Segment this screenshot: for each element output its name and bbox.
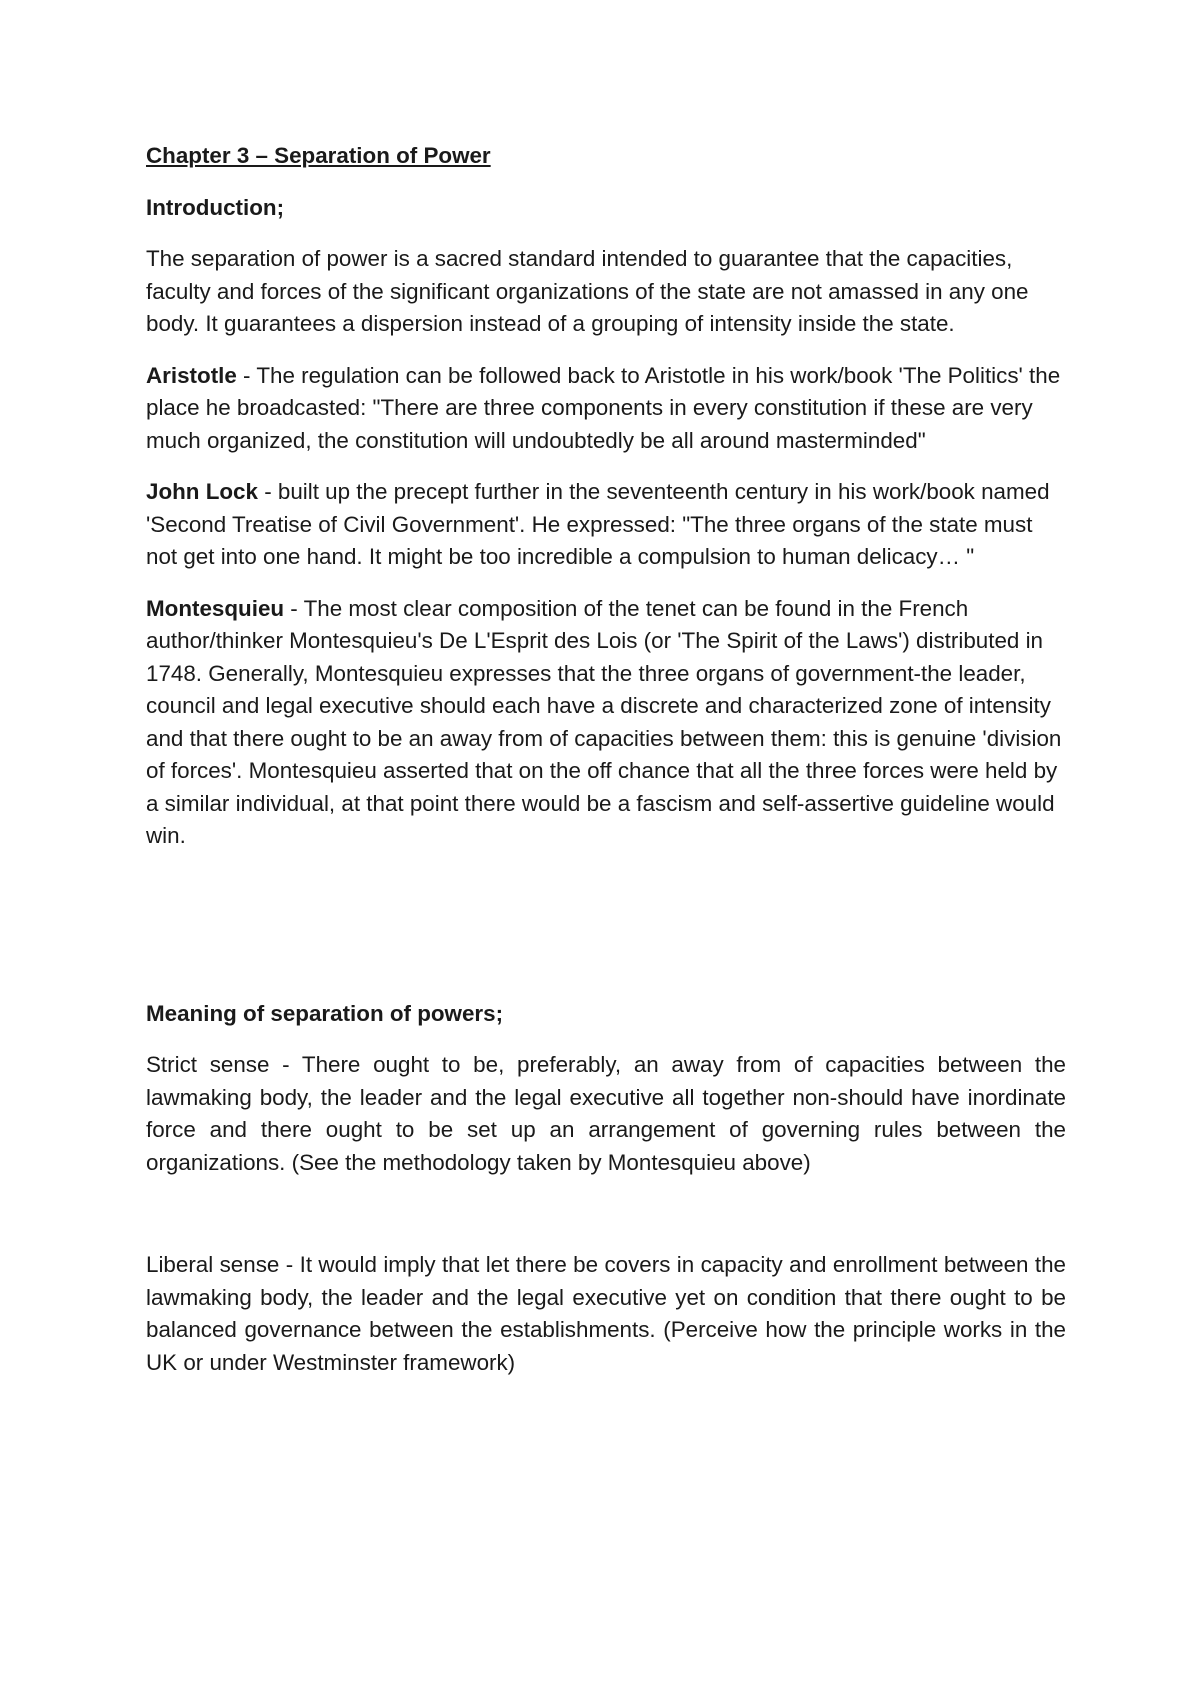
strict-sense-paragraph: Strict sense - There ought to be, preferably, an away from of capacities between the lawmaking body, the leader and the legal executive all together non-should have inordinate force and there ought to be set up an arrangement of governing rules between the organizations. (See the methodology taken by Montesquieu above) [146, 1052, 1066, 1175]
lock-text: - built up the precept further in the seventeenth century in his work/book named 'Second Treatise of Civil Government'. He expressed: "The three organs of the state must not get into one hand. It might be too incredible a compulsion to human delicacy… " [146, 479, 1050, 569]
spacer [146, 1198, 1066, 1249]
montesquieu-text: - The most clear composition of the tenet can be found in the French author/thinker Montesquieu's De L'Esprit des Lois (or 'The Spirit of the Laws') distributed in 1748. Generally, Montesquieu expresses that the three organs of government-the leader, council and legal executive should each have a discrete and characterized zone of intensity and that there ought to be an away from of capacities between them: this is genuine 'division of forces'. Montesquieu asserted that on the off chance that all the three forces were held by a similar individual, at that point there would be a fascism and self-assertive guideline would win. [146, 595, 1062, 848]
aristotle-name: Aristotle [146, 362, 237, 388]
lock-paragraph [146, 476, 1066, 574]
meaning-heading: Meaning of separation of powers; [146, 1000, 504, 1026]
spacer [146, 872, 1066, 998]
intro-heading: Introduction; [146, 194, 285, 220]
aristotle-paragraph [146, 360, 1066, 458]
montesquieu-name: Montesquieu [146, 595, 285, 621]
document-page [146, 140, 1066, 1398]
aristotle-text: - The regulation can be followed back to Aristotle in his work/book 'The Politics' the place he broadcasted: "There are three components in every constitution if these are very much organized, the constitution will undoubtedly be all around masterminded" [146, 362, 1061, 453]
lock-name: John Lock [146, 479, 258, 504]
montesquieu-paragraph [146, 593, 1066, 853]
intro-paragraph: The separation of power is a sacred standard intended to guarantee that the capacities, faculty and forces of the significant organizations of the state are not amassed in any one body. It guarantees a dispersion instead of a grouping of intensity inside the state. [146, 246, 1029, 336]
chapter-title: Chapter 3 – Separation of Power [146, 143, 491, 168]
liberal-sense-paragraph: Liberal sense - It would imply that let there be covers in capacity and enrollment between the lawmaking body, the leader and the legal executive yet on condition that there ought to be balanced governance between the establishments. (Perceive how the principle works in the UK or under Westminster framework) [146, 1252, 1066, 1375]
